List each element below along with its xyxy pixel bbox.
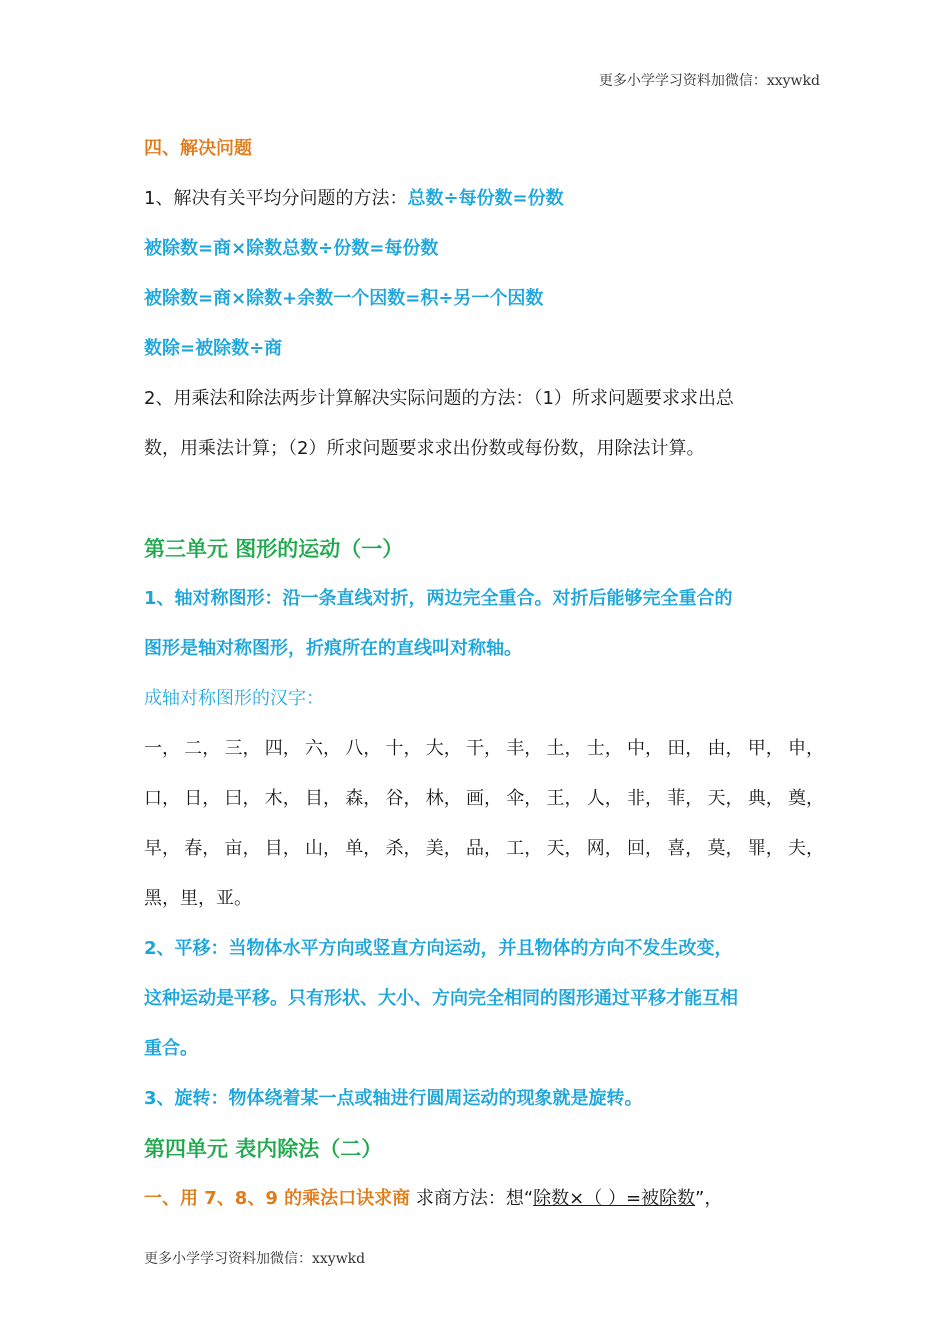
- char: 林，: [425, 788, 462, 809]
- unit3-para1-line2: 图形是轴对称图形，折痕所在的直线叫对称轴。: [144, 638, 522, 659]
- unit4-sub-text-b: ”，: [695, 1188, 723, 1209]
- char: 森，: [345, 788, 382, 809]
- char: 八，: [345, 738, 382, 759]
- unit3-para2-line2: 这种运动是平移。只有形状、大小、方向完全相同的图形通过平移才能互相: [144, 988, 738, 1009]
- char: 非，: [627, 788, 663, 809]
- char: 干，: [466, 738, 502, 759]
- char: 木，: [264, 788, 301, 809]
- symmetric-chars-label: 成轴对称图形的汉字：: [144, 688, 324, 709]
- section-title-solve-problems: 四、解决问题: [144, 138, 252, 159]
- char: 谷，: [385, 788, 422, 809]
- char: 目，: [264, 838, 301, 859]
- unit3-para1-line1: 1、轴对称图形：沿一条直线对折，两边完全重合。对折后能够完全重合的: [144, 588, 733, 609]
- char: 网，: [586, 838, 623, 859]
- char: 天，: [546, 838, 583, 859]
- formula-line-4: 数除=被除数÷商: [144, 338, 283, 359]
- char: 典，: [747, 788, 784, 809]
- char: 人，: [586, 788, 623, 809]
- spacer: [144, 474, 824, 524]
- char: 王，: [546, 788, 583, 809]
- char: 夫，: [788, 838, 824, 859]
- symmetric-chars-row-1: [144, 724, 824, 774]
- char: 士，: [586, 738, 623, 759]
- unit4-sub-line: [144, 1174, 824, 1224]
- char: 目，: [305, 788, 341, 809]
- char: 单，: [345, 838, 382, 859]
- page-content: [144, 124, 824, 1224]
- char: 十，: [385, 738, 422, 759]
- char: 品，: [466, 838, 502, 859]
- solve-item-2-line-2: 数，用乘法计算；（2）所求问题要求求出份数或每份数，用除法计算。: [144, 438, 705, 459]
- solve-item-1-formula: 总数÷每份数=份数: [407, 188, 564, 209]
- footer-note: 更多小学学习资料加微信：xxywkd: [144, 1251, 366, 1267]
- char: 美，: [425, 838, 462, 859]
- char: 山，: [305, 838, 341, 859]
- char: 画，: [466, 788, 502, 809]
- char: 一，: [144, 738, 180, 759]
- char: 莫，: [707, 838, 744, 859]
- symmetric-chars-row-3: [144, 824, 824, 874]
- unit3-title: 第三单元 图形的运动（一）: [144, 537, 404, 561]
- char: 春，: [184, 838, 221, 859]
- char: 日，: [184, 788, 221, 809]
- char: 曰，: [224, 788, 261, 809]
- char: 由，: [707, 738, 744, 759]
- symmetric-chars-row-2: [144, 774, 824, 824]
- char: 四，: [264, 738, 301, 759]
- char: 罪，: [747, 838, 784, 859]
- char: 奠，: [788, 788, 824, 809]
- solve-item-1: [144, 174, 824, 224]
- char: 大，: [425, 738, 462, 759]
- char: 杀，: [385, 838, 422, 859]
- char: 丰，: [506, 738, 543, 759]
- char: 菲，: [667, 788, 704, 809]
- char: 回，: [627, 838, 663, 859]
- unit4-title: 第四单元 表内除法（二）: [144, 1137, 383, 1161]
- solve-item-1-lead: 1、解决有关平均分问题的方法：: [144, 188, 408, 209]
- char: 早，: [144, 838, 180, 859]
- formula-line-3: 被除数=商×除数+余数一个因数=积÷另一个因数: [144, 288, 544, 309]
- char: 甲，: [747, 738, 784, 759]
- unit4-sub-text-underlined: 除数×（ ）=被除数: [533, 1188, 696, 1209]
- char: 六，: [305, 738, 341, 759]
- char: 中，: [627, 738, 663, 759]
- unit4-sub-lead: 一、用 7、8、9 的乘法口诀求商: [144, 1188, 411, 1209]
- char: 亩，: [224, 838, 261, 859]
- char: 二，: [184, 738, 221, 759]
- unit3-para2-line1: 2、平移：当物体水平方向或竖直方向运动，并且物体的方向不发生改变，: [144, 938, 733, 959]
- char: 工，: [506, 838, 543, 859]
- solve-item-2-line-1: 2、用乘法和除法两步计算解决实际问题的方法：（1）所求问题要求求出总: [144, 388, 734, 409]
- header-note: 更多小学学习资料加微信：xxywkd: [598, 73, 820, 89]
- char: 喜，: [667, 838, 704, 859]
- char: 口，: [144, 788, 180, 809]
- unit4-sub-text-a: 求商方法：想“: [410, 1188, 534, 1209]
- char: 天，: [707, 788, 744, 809]
- unit3-para2-line3: 重合。: [144, 1038, 198, 1059]
- char: 伞，: [506, 788, 543, 809]
- char: 申，: [788, 738, 824, 759]
- char: 三，: [224, 738, 261, 759]
- symmetric-chars-last: 黑，里，亚。: [144, 888, 252, 909]
- char: 田，: [667, 738, 704, 759]
- char: 土，: [546, 738, 583, 759]
- unit3-para3: 3、旋转：物体绕着某一点或轴进行圆周运动的现象就是旋转。: [144, 1088, 643, 1109]
- formula-line-2: 被除数=商×除数总数÷份数=每份数: [144, 238, 439, 259]
